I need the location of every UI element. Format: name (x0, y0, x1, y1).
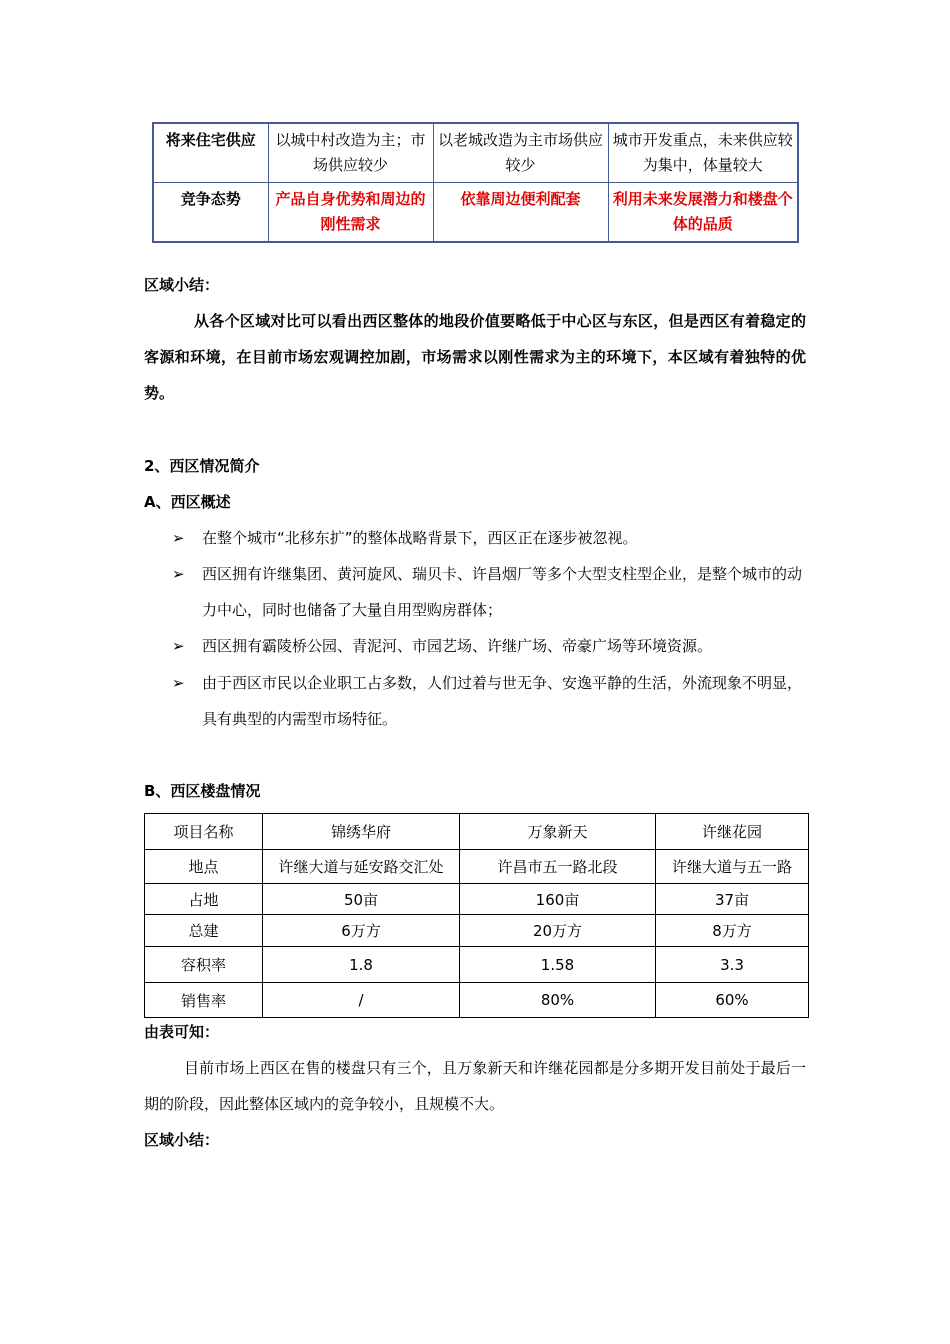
table-cell: 50亩 (263, 884, 460, 915)
arrow-bullet-icon: ➢ (172, 565, 185, 583)
table-cell: 160亩 (460, 884, 656, 915)
table-cell: 以城中村改造为主；市场供应较少 (268, 123, 433, 183)
row-label: 将来住宅供应 (153, 123, 268, 183)
row-label: 销售率 (145, 983, 263, 1018)
table-cell: 依靠周边便利配套 (433, 183, 608, 243)
table-cell: 20万方 (460, 915, 656, 947)
row-label: 竞争态势 (153, 183, 268, 243)
table-header-row (145, 814, 809, 850)
list-item (172, 520, 812, 556)
table-cell: 8万方 (656, 915, 809, 947)
table-cell: 60% (656, 983, 809, 1018)
row-label: 总建 (145, 915, 263, 947)
table-cell: 3.3 (656, 947, 809, 983)
column-header: 许继花园 (656, 814, 809, 850)
table-cell: / (263, 983, 460, 1018)
arrow-bullet-icon: ➢ (172, 529, 185, 547)
table-cell: 1.8 (263, 947, 460, 983)
row-label: 容积率 (145, 947, 263, 983)
section-heading: 区域小结： (144, 276, 220, 294)
column-header: 锦绣华府 (263, 814, 460, 850)
subsection-heading: B、西区楼盘情况 (144, 782, 261, 800)
table-row (145, 915, 809, 947)
list-item-text: 由于西区市民以企业职工占多数，人们过着与世无争、安逸平静的生活，外流现象不明显，具有典型的内需型市场特征。 (202, 674, 803, 728)
row-label: 占地 (145, 884, 263, 915)
table-cell: 以老城改造为主市场供应较少 (433, 123, 608, 183)
table-cell: 许昌市五一路北段 (460, 850, 656, 884)
table-cell: 许继大道与延安路交汇处 (263, 850, 460, 884)
table-row (153, 183, 798, 243)
arrow-bullet-icon: ➢ (172, 674, 185, 692)
list-item-text: 西区拥有霸陵桥公园、青泥河、市园艺场、许继广场、帝豪广场等环境资源。 (202, 637, 713, 655)
list-item-text: 西区拥有许继集团、黄河旋风、瑞贝卡、许昌烟厂等多个大型支柱型企业，是整个城市的动力中心，同时也储备了大量自用型购房群体； (202, 565, 803, 619)
table-cell: 产品自身优势和周边的刚性需求 (268, 183, 433, 243)
section-heading: 由表可知： (144, 1023, 220, 1041)
list-item (172, 556, 812, 628)
table-cell: 1.58 (460, 947, 656, 983)
table-cell: 37亩 (656, 884, 809, 915)
list-item (172, 628, 812, 664)
table-cell: 6万方 (263, 915, 460, 947)
comparison-table (152, 122, 799, 243)
section-heading: 2、西区情况简介 (144, 457, 260, 475)
conclusion-paragraph: 目前市场上西区在售的楼盘只有三个，且万象新天和许继花园都是分多期开发目前处于最后一期的阶段，因此整体区域内的竞争较小，且规模不大。 (144, 1059, 806, 1113)
table-row (153, 123, 798, 183)
table-row (145, 884, 809, 915)
column-header: 万象新天 (460, 814, 656, 850)
table-cell: 城市开发重点，未来供应较为集中，体量较大 (608, 123, 798, 183)
section-heading: 区域小结： (144, 1131, 220, 1149)
table-row (145, 850, 809, 884)
list-item-text: 在整个城市“北移东扩”的整体战略背景下，西区正在逐步被忽视。 (202, 529, 638, 547)
arrow-bullet-icon: ➢ (172, 637, 185, 655)
project-table (144, 813, 809, 1018)
table-cell: 许继大道与五一路 (656, 850, 809, 884)
column-header: 项目名称 (145, 814, 263, 850)
summary-paragraph: 从各个区域对比可以看出西区整体的地段价值要略低于中心区与东区，但是西区有着稳定的客源和环境，在目前市场宏观调控加剧，市场需求以刚性需求为主的环境下，本区域有着独特的优势。 (144, 312, 806, 402)
table-row (145, 947, 809, 983)
table-cell: 80% (460, 983, 656, 1018)
list-item (172, 665, 812, 737)
table-row (145, 983, 809, 1018)
subsection-heading: A、西区概述 (144, 493, 231, 511)
row-label: 地点 (145, 850, 263, 884)
table-cell: 利用未来发展潜力和楼盘个体的品质 (608, 183, 798, 243)
